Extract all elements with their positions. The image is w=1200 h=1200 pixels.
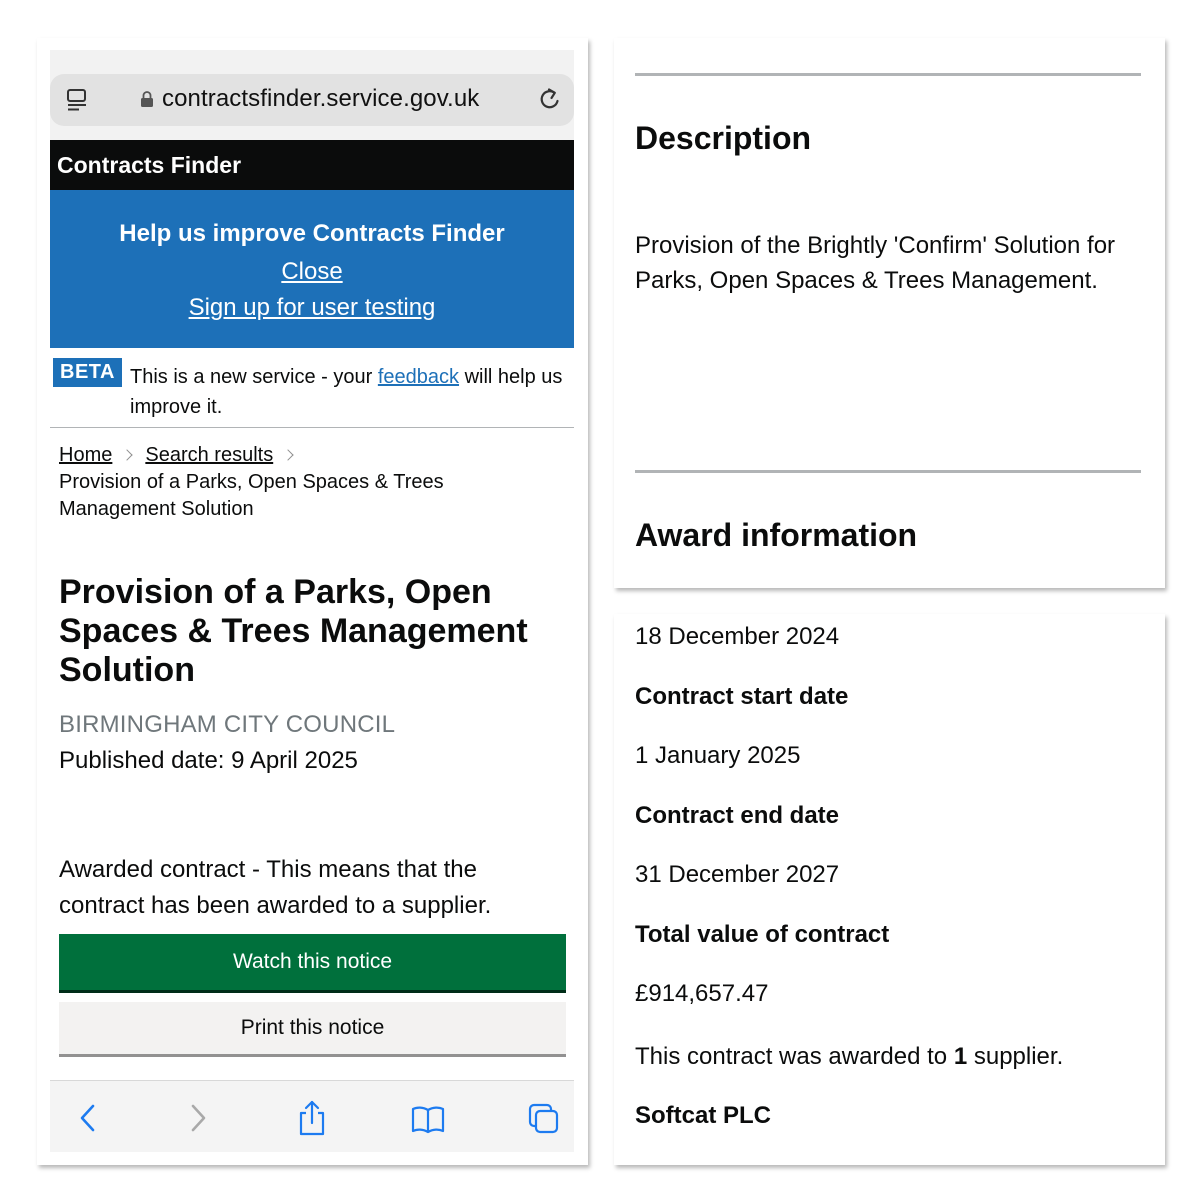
banner-close-link[interactable]: Close	[281, 258, 343, 285]
banner-title: Help us improve Contracts Finder	[119, 220, 505, 247]
contract-value: £914,657.47	[635, 980, 769, 1007]
phase-banner-text	[130, 362, 574, 422]
banner-signup-link[interactable]: Sign up for user testing	[188, 294, 436, 321]
page-title: Provision of a Parks, Open Spaces & Trees Management Solution	[59, 573, 528, 689]
browser-toolbar	[50, 1080, 574, 1152]
phone-screen	[50, 50, 574, 1152]
lock-icon	[140, 91, 154, 107]
contract-end-label: Contract end date	[635, 802, 840, 829]
section-divider	[635, 470, 1141, 473]
tabs-icon[interactable]	[527, 1099, 561, 1137]
breadcrumb-current: Provision of a Parks, Open Spaces & Trees Management Solution	[59, 471, 444, 520]
phase-text-after: will help us improve it.	[130, 366, 563, 418]
phase-banner	[50, 348, 574, 428]
chevron-right-icon	[122, 449, 133, 460]
contract-end-value: 31 December 2027	[635, 861, 840, 888]
suppliers-text-before: This contract was awarded to	[635, 1043, 954, 1070]
print-notice-button[interactable]: Print this notice	[59, 1002, 566, 1054]
site-title[interactable]: Contracts Finder	[57, 152, 242, 178]
description-text: Provision of the Brightly 'Confirm' Solution for Parks, Open Spaces & Trees Management.	[635, 232, 1116, 294]
watch-notice-button[interactable]: Watch this notice	[59, 934, 566, 990]
breadcrumb	[59, 442, 559, 523]
phone-screenshot-panel	[37, 38, 588, 1165]
forward-icon[interactable]	[180, 1099, 214, 1137]
site-header	[50, 140, 574, 190]
description-heading: Description	[635, 120, 812, 156]
back-icon[interactable]	[72, 1099, 106, 1137]
user-research-banner	[50, 190, 574, 348]
chevron-right-icon	[283, 449, 294, 460]
suppliers-count: 1	[953, 1043, 968, 1070]
breadcrumb-search-results[interactable]: Search results	[145, 444, 274, 466]
description-panel	[614, 38, 1165, 588]
award-date: 18 December 2024	[635, 623, 840, 650]
bookmarks-icon[interactable]	[411, 1099, 445, 1137]
published-date: Published date: 9 April 2025	[59, 747, 358, 774]
breadcrumb-home[interactable]: Home	[59, 444, 113, 466]
suppliers-count-text	[635, 1043, 1063, 1071]
contract-start-value: 1 January 2025	[635, 742, 801, 769]
url-text: contractsfinder.service.gov.uk	[162, 85, 480, 112]
browser-chrome	[50, 50, 574, 140]
feedback-link[interactable]: feedback	[377, 366, 460, 388]
address-bar[interactable]	[50, 74, 574, 126]
award-details-panel	[614, 614, 1165, 1165]
suppliers-text-after: supplier.	[967, 1043, 1064, 1070]
reader-view-icon[interactable]	[66, 88, 88, 112]
section-divider	[635, 73, 1141, 76]
beta-tag: BETA	[53, 358, 122, 387]
contract-value-label: Total value of contract	[635, 921, 890, 948]
notice-status-text: Awarded contract - This means that the contract has been awarded to a supplier.	[59, 856, 492, 919]
organisation-name: BIRMINGHAM CITY COUNCIL	[59, 711, 396, 738]
supplier-name: Softcat PLC	[635, 1102, 772, 1129]
contract-start-label: Contract start date	[635, 683, 849, 710]
reload-icon[interactable]	[538, 87, 562, 113]
award-information-heading: Award information	[635, 517, 918, 553]
share-icon[interactable]	[295, 1099, 329, 1137]
phase-text-before: This is a new service - your	[130, 366, 378, 388]
